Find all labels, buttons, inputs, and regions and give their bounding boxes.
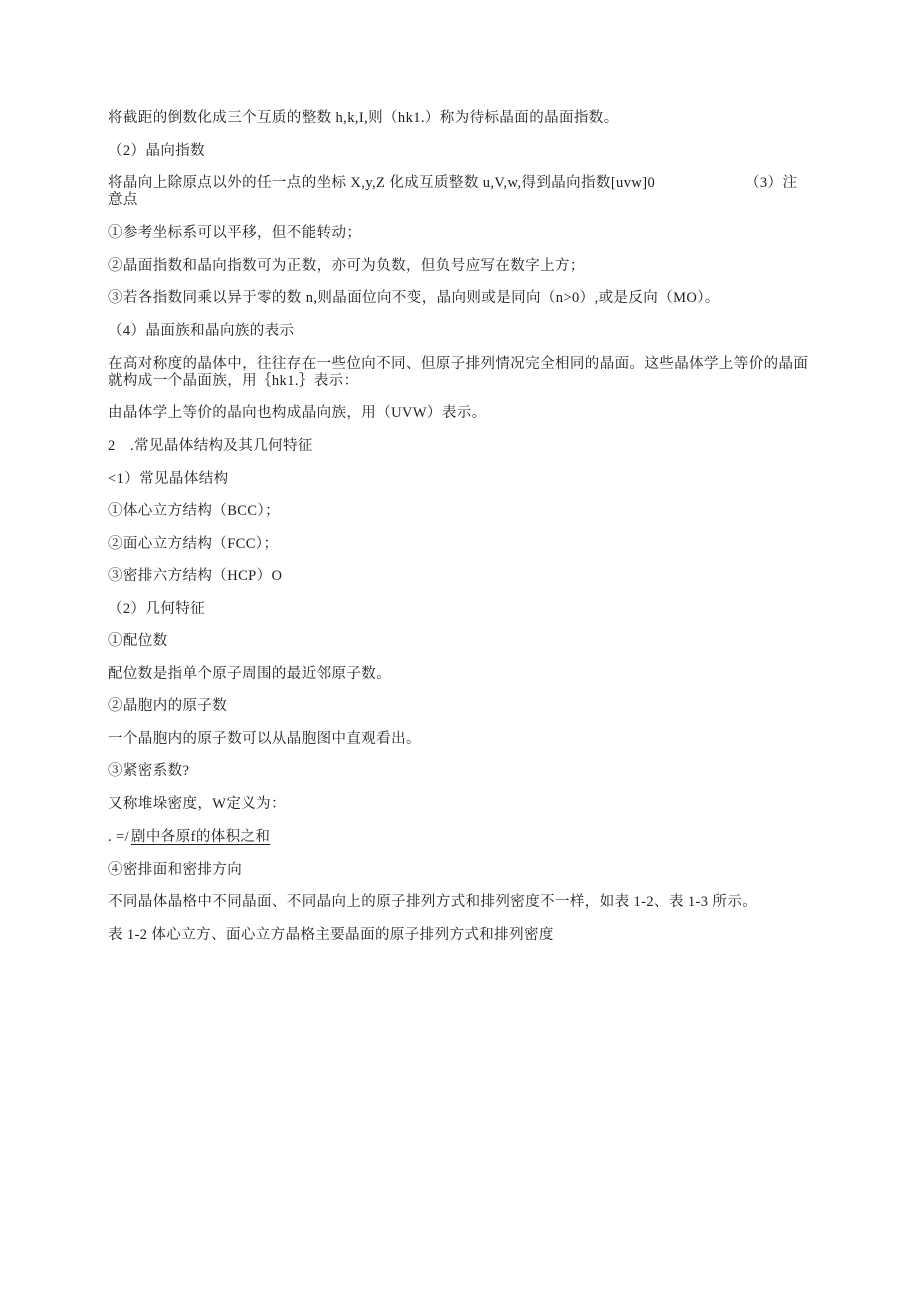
heading-close-packed: ④密排面和密排方向	[108, 862, 243, 878]
direction-family-paragraph: 由晶体学上等价的晶向也构成晶向族，用（UVW）表示。	[108, 405, 487, 421]
note-item-3: ③若各指数同乘以异于零的数 n,则晶面位向不变，晶向则或是同向（n>0）,或是反向（MO）。	[108, 290, 720, 306]
section-2-number: 2	[108, 438, 116, 454]
plane-index-definition: 将截距的倒数化成三个互质的整数 h,k,I,则（hk1.）称为待标晶面的晶面指数。	[108, 110, 619, 126]
structure-fcc: ②面心立方结构（FCC）；	[108, 536, 279, 552]
heading-geometry: （2）几何特征	[108, 601, 206, 617]
formula-numerator: 剧中各原f的体积之和	[131, 829, 271, 845]
heading-families: （4）晶面族和晶向族的表示	[108, 323, 295, 339]
close-packed-paragraph: 不同晶体晶格中不同晶面、不同晶向上的原子排列方式和排列密度不一样，如表 1-2、表 1-3 所示。	[108, 894, 758, 910]
formula-prefix: . =/	[108, 829, 130, 845]
heading-packing-factor: ③紧密系数?	[108, 763, 190, 779]
atoms-per-cell-paragraph: 一个晶胞内的原子数可以从晶胞图中直观看出。	[108, 731, 421, 747]
heading-atoms-per-cell: ②晶胞内的原子数	[108, 698, 228, 714]
coordination-paragraph: 配位数是指单个原子周围的最近邻原子数。	[108, 666, 392, 682]
family-paragraph-line-2: 就构成一个晶面族，用｛hk1.｝表示：	[108, 373, 359, 389]
note-item-2: ②晶面指数和晶向指数可为正数，亦可为负数，但负号应写在数字上方；	[108, 258, 585, 274]
heading-notes: （3）注	[745, 175, 798, 191]
heading-notes-continued: 意点	[108, 192, 138, 208]
heading-coordination: ①配位数	[108, 633, 168, 649]
section-2-title: .常见晶体结构及其几何特征	[130, 438, 313, 454]
heading-direction-index: （2）晶向指数	[108, 143, 206, 159]
structure-hcp: ③密排六方结构（HCP）O	[108, 568, 283, 584]
packing-factor-paragraph: 又称堆垛密度，W定义为：	[108, 796, 286, 812]
table-caption: 表 1-2 体心立方、面心立方晶格主要晶面的原子排列方式和排列密度	[108, 927, 554, 943]
note-item-1: ①参考坐标系可以平移，但不能转动；	[108, 225, 362, 241]
heading-common-structures: <1）常见晶体结构	[108, 471, 229, 487]
structure-bcc: ①体心立方结构（BCC）；	[108, 503, 280, 519]
direction-index-definition: 将晶向上除原点以外的任一点的坐标 X,y,Z 化成互质整数 u,V,w,得到晶向指数[uvw]0	[108, 175, 656, 191]
family-paragraph-line-1: 在高对称度的晶体中，往往存在一些位向不同、但原子排列情况完全相同的晶面。这些晶体学上等价的晶面	[108, 356, 809, 372]
